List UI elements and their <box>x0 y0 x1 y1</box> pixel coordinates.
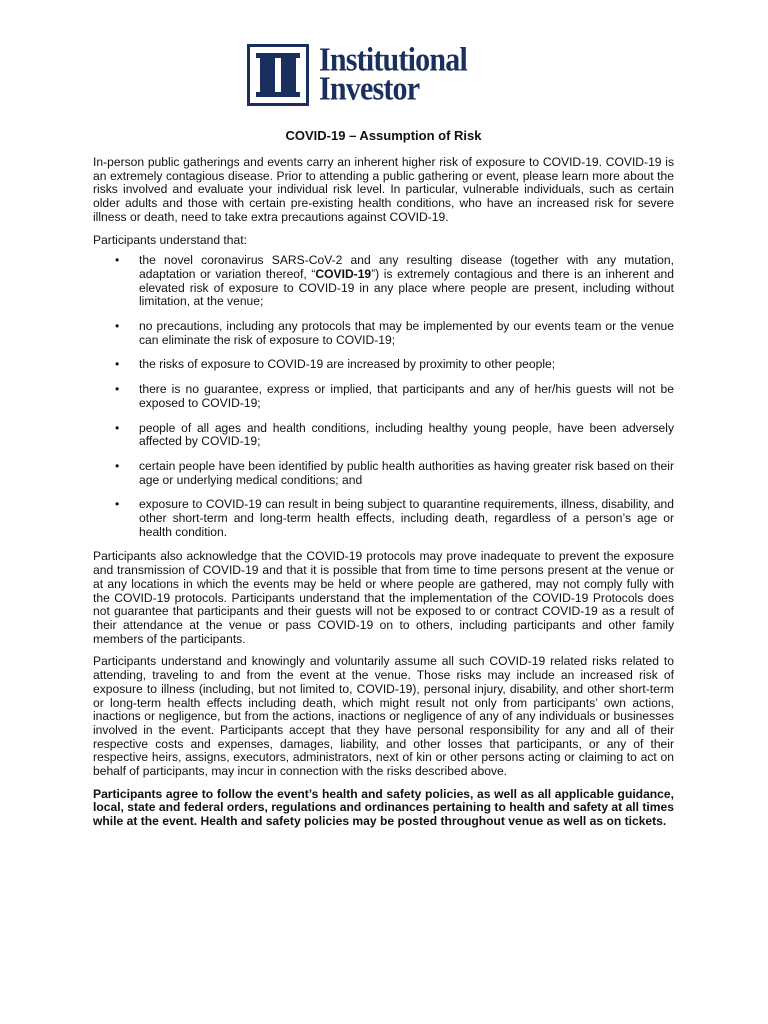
list-item: • the novel coronavirus SARS-CoV-2 and any resulting disease (together with any mutation, adaptation or variation thereof, “COVID-19”) is extremely contagious and there is an inherent and elevated risk of exposure to COVID-19 in any place where people are present, including without limitation, at the venue; <box>93 254 674 309</box>
risk-list <box>93 254 674 539</box>
paragraph-assume-risks: Participants understand and knowingly and voluntarily assume all such COVID-19 related risks related to attending, traveling to and from the event at the venue. Those risks may include an increased risk of exposure to illness (including, but not limited to, COVID-19), personal injury, disability, and other short-term or long-term health effects including death, which might result not only from participants’ own actions, inactions or negligence, but from the actions, inactions or negligence of any of any individuals or businesses involved in the event. Participants accept that they have personal responsibility for any and all of their respective costs and expenses, damages, liability, and other losses that participants, or any of their respective heirs, assigns, executors, administrators, next of kin or other persons acting or claiming to act on behalf of participants, may incur in connection with the risks described above. <box>93 654 674 779</box>
list-item: • people of all ages and health conditions, including healthy young people, have been adversely affected by COVID-19; <box>93 422 674 449</box>
logo-mark-icon <box>247 44 309 106</box>
institutional-investor-logo <box>247 42 467 108</box>
logo-line-2: Investor <box>319 70 420 108</box>
list-item: • exposure to COVID-19 can result in being subject to quarantine requirements, illness, disability, and other short-term and long-term health effects, including death, regardless of a person’s age or health condition. <box>93 498 674 539</box>
logo-line-1: Institutional <box>319 41 467 79</box>
paragraph-intro-risk: In-person public gatherings and events carry an inherent higher risk of exposure to COVID-19. COVID-19 is an extremely contagious disease. Prior to attending a public gathering or event, please learn more about the risks involved and evaluate your individual risk level. In particular, vulnerable individuals, such as certain older adults and those with certain pre-existing health conditions, who have an increased risk for severe illness or death, need to take extra precautions against COVID-19. <box>93 155 674 224</box>
list-item: • certain people have been identified by public health authorities as having greater risk based on their age or underlying medical conditions; and <box>93 460 674 487</box>
paragraph-health-safety-policies: Participants agree to follow the event’s health and safety policies, as well as all applicable guidance, local, state and federal orders, regulations and ordinances pertaining to health and safety at all times while at the event. Health and safety policies may be posted throughout venue as well as on tickets. <box>93 786 674 829</box>
list-item: • no precautions, including any protocols that may be implemented by our events team or the venue can eliminate the risk of exposure to COVID-19; <box>93 320 674 347</box>
list-item: • there is no guarantee, express or implied, that participants and any of her/his guests will not be exposed to COVID-19; <box>93 383 674 410</box>
document-title: COVID-19 – Assumption of Risk <box>285 128 482 143</box>
covid-19-defined-term: COVID-19 <box>315 266 372 281</box>
list-item: • the risks of exposure to COVID-19 are increased by proximity to other people; <box>93 358 674 372</box>
paragraph-acknowledge: Participants also acknowledge that the COVID-19 protocols may prove inadequate to prevent the exposure and transmission of COVID-19 and that it is possible that from time to time persons present at the venue or at any locations in which the events may be held or where people are gathered, may not comply fully with the COVID-19 protocols. Participants understand that the implementation of the COVID-19 Protocols does not guarantee that participants and their guests will not be exposed to or contract COVID-19 as a result of their attendance at the venue or pass COVID-19 on to others, including participants and other family members of the participants. <box>93 549 674 646</box>
participants-understand-label: Participants understand that: <box>93 232 247 247</box>
document-body <box>93 128 674 838</box>
logo-wordmark <box>319 41 467 108</box>
